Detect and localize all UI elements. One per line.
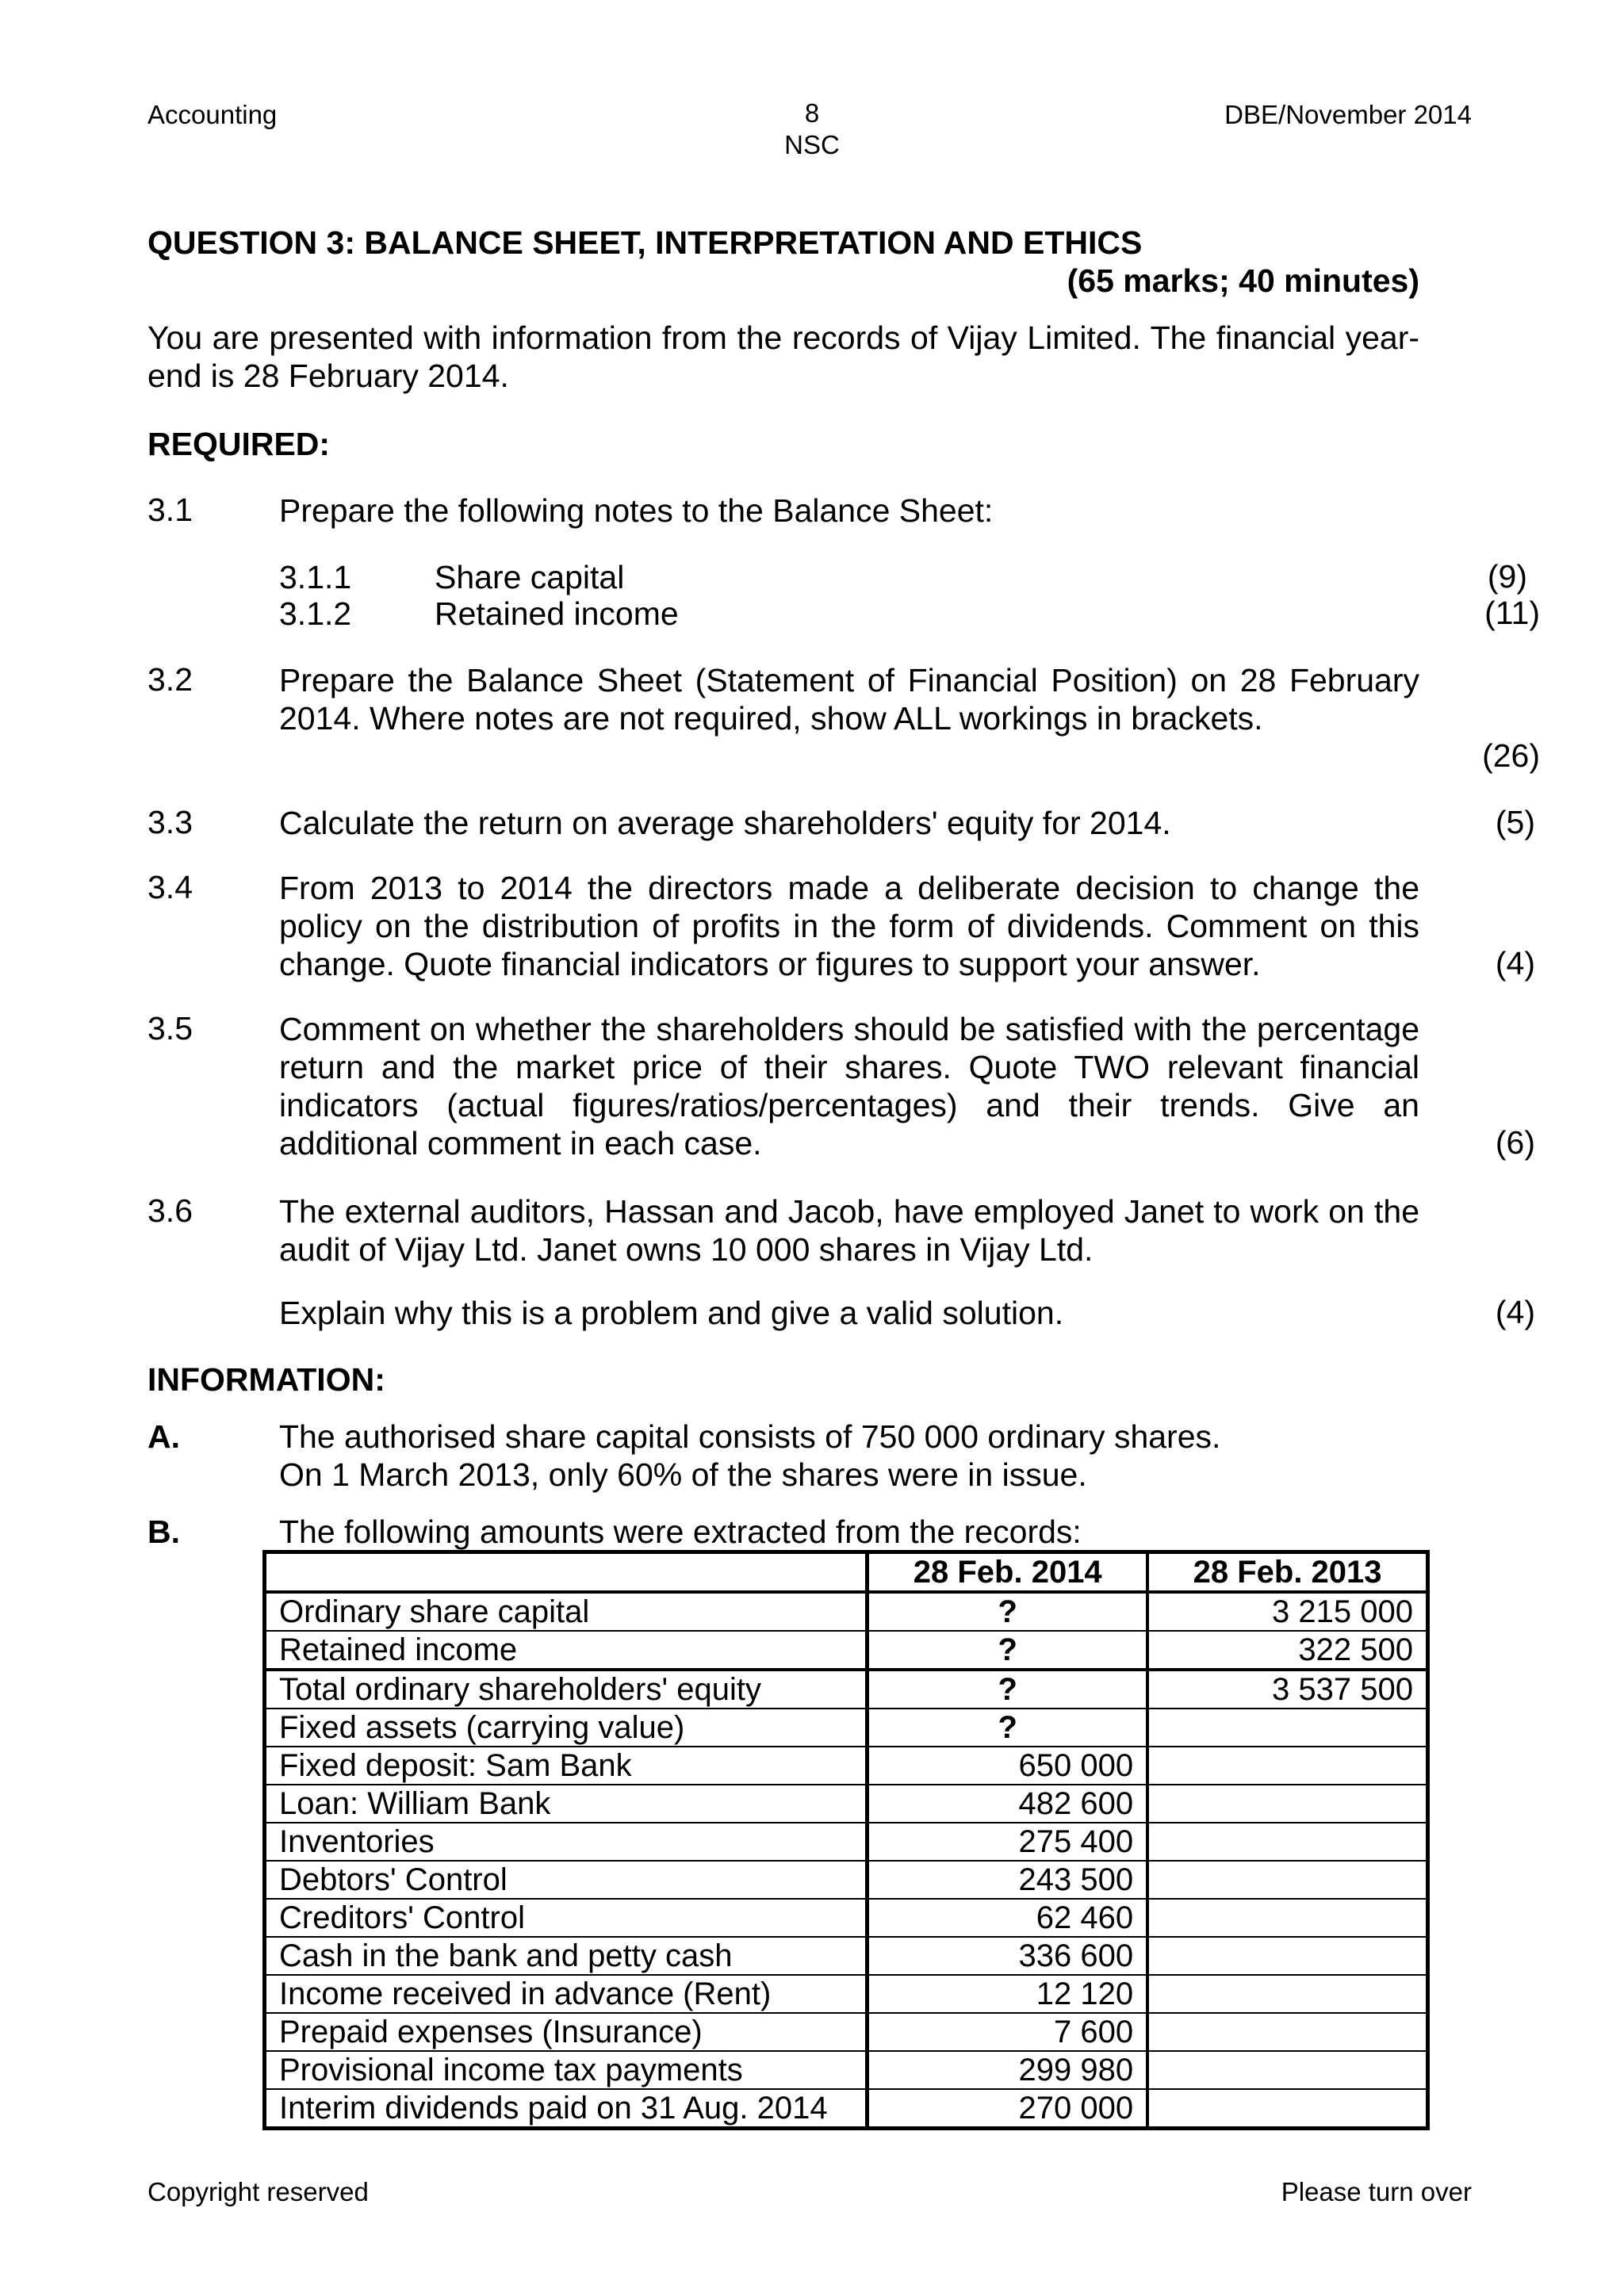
table-row	[265, 1785, 1428, 1823]
row-label: Total ordinary shareholders' equity	[265, 1670, 868, 1709]
value-2013	[1147, 1937, 1427, 1975]
value-2014: 275 400	[868, 1823, 1147, 1861]
row-label: Fixed deposit: Sam Bank	[265, 1747, 868, 1785]
table-header-row	[265, 1552, 1428, 1593]
row-label: Interim dividends paid on 31 Aug. 2014	[265, 2089, 868, 2129]
value-2013: 3 537 500	[1147, 1670, 1427, 1709]
header-subject: Accounting	[147, 100, 278, 129]
item-number: 3.1	[147, 492, 193, 528]
table-row	[265, 2013, 1428, 2051]
item-number: 3.3	[147, 804, 193, 840]
table-header-2013: 28 Feb. 2013	[1147, 1552, 1427, 1593]
table-row	[265, 1861, 1428, 1899]
info-label-a: A.	[147, 1418, 180, 1455]
value-2014: ?	[868, 1670, 1147, 1709]
info-b-text: The following amounts were extracted from the records:	[279, 1513, 1082, 1550]
value-2014: 299 980	[868, 2051, 1147, 2089]
table-header-2014: 28 Feb. 2014	[868, 1552, 1147, 1593]
value-2014: ?	[868, 1631, 1147, 1670]
value-2013	[1147, 1975, 1427, 2013]
value-2014: ?	[868, 1709, 1147, 1747]
question-marks-time: (65 marks; 40 minutes)	[1067, 262, 1419, 299]
value-2013	[1147, 2051, 1427, 2089]
row-label: Loan: William Bank	[265, 1785, 868, 1823]
item-text: Prepare the following notes to the Balance Sheet:	[279, 492, 994, 529]
value-2014: 650 000	[868, 1747, 1147, 1785]
table-header-blank	[265, 1552, 868, 1593]
sub-item-text: Retained income	[435, 595, 679, 632]
item-number: 3.4	[147, 869, 193, 905]
value-2014: 336 600	[868, 1937, 1147, 1975]
question-intro: You are presented with information from the records of Vijay Limited. The financial year-end is 28 February 2014.	[147, 320, 1419, 394]
row-label: Inventories	[265, 1823, 868, 1861]
sub-item-number: 3.1.1	[279, 559, 352, 595]
required-heading: REQUIRED:	[147, 426, 331, 462]
sub-item-number: 3.1.2	[279, 595, 352, 632]
value-2013	[1147, 2013, 1427, 2051]
table-row	[265, 1670, 1428, 1709]
value-2014: 62 460	[868, 1899, 1147, 1937]
row-label: Creditors' Control	[265, 1899, 868, 1937]
value-2013	[1147, 2089, 1427, 2129]
value-2013: 3 215 000	[1147, 1592, 1427, 1631]
table-row	[265, 1631, 1428, 1670]
header-source: DBE/November 2014	[1224, 100, 1472, 129]
item-mark: (26)	[1482, 737, 1540, 774]
row-label: Retained income	[265, 1631, 868, 1670]
footer-copyright: Copyright reserved	[147, 2177, 369, 2206]
item-text: Comment on whether the shareholders should be satisfied with the percentage return and the market price of their shares. Quote TWO relevant financial indicators (actual figures/ratios/percentages) and their trends. Give an additional comment in each case.	[279, 1011, 1419, 1161]
item-text: Prepare the Balance Sheet (Statement of Financial Position) on 28 February 2014. Where notes are not required, show ALL workings in brackets.	[279, 662, 1419, 737]
value-2014: 7 600	[868, 2013, 1147, 2051]
table-row	[265, 1709, 1428, 1747]
item-mark: (4)	[1495, 945, 1535, 982]
header-level: NSC	[784, 130, 840, 159]
sub-item-mark: (11)	[1484, 595, 1540, 631]
item-text: Calculate the return on average shareholders' equity for 2014.	[279, 805, 1171, 841]
value-2014: 482 600	[868, 1785, 1147, 1823]
records-table	[262, 1550, 1430, 2130]
table-row	[265, 1937, 1428, 1975]
value-2013	[1147, 1861, 1427, 1899]
info-a-line2: On 1 March 2013, only 60% of the shares were in issue.	[279, 1456, 1087, 1493]
information-heading: INFORMATION:	[147, 1361, 385, 1398]
row-label: Provisional income tax payments	[265, 2051, 868, 2089]
question-title: QUESTION 3: BALANCE SHEET, INTERPRETATION AND ETHICS	[147, 224, 1143, 261]
item-text: Explain why this is a problem and give a valid solution.	[279, 1295, 1064, 1331]
sub-item-mark: (9)	[1487, 558, 1527, 595]
item-number: 3.6	[147, 1192, 193, 1229]
item-number: 3.2	[147, 661, 193, 698]
row-label: Cash in the bank and petty cash	[265, 1937, 868, 1975]
row-label: Income received in advance (Rent)	[265, 1975, 868, 2013]
item-text: The external auditors, Hassan and Jacob, have employed Janet to work on the audit of Vijay Ltd. Janet owns 10 000 shares in Vijay Ltd.	[279, 1193, 1419, 1268]
value-2013	[1147, 1785, 1427, 1823]
header-page-number: 8	[804, 98, 820, 128]
sub-item-text: Share capital	[435, 559, 625, 595]
item-text: From 2013 to 2014 the directors made a deliberate decision to change the policy on the distribution of profits in the form of dividends. Comment on this change. Quote financial indicators or figures to support your answer.	[279, 870, 1419, 982]
table-row	[265, 1747, 1428, 1785]
row-label: Debtors' Control	[265, 1861, 868, 1899]
value-2013	[1147, 1899, 1427, 1937]
item-mark: (5)	[1495, 804, 1535, 840]
table-row	[265, 2089, 1428, 2129]
value-2014: 270 000	[868, 2089, 1147, 2129]
value-2013	[1147, 1823, 1427, 1861]
value-2014: 243 500	[868, 1861, 1147, 1899]
info-a-line1: The authorised share capital consists of 750 000 ordinary shares.	[279, 1418, 1221, 1455]
table-row	[265, 1899, 1428, 1937]
value-2013	[1147, 1709, 1427, 1747]
row-label: Fixed assets (carrying value)	[265, 1709, 868, 1747]
item-mark: (4)	[1495, 1294, 1535, 1330]
table-row	[265, 2051, 1428, 2089]
footer-turn-over: Please turn over	[1281, 2177, 1472, 2206]
info-label-b: B.	[147, 1513, 180, 1550]
table-row	[265, 1975, 1428, 2013]
value-2014: ?	[868, 1592, 1147, 1631]
value-2013: 322 500	[1147, 1631, 1427, 1670]
item-mark: (6)	[1495, 1124, 1535, 1161]
row-label: Ordinary share capital	[265, 1592, 868, 1631]
row-label: Prepaid expenses (Insurance)	[265, 2013, 868, 2051]
table-row	[265, 1592, 1428, 1631]
item-number: 3.5	[147, 1010, 193, 1047]
value-2013	[1147, 1747, 1427, 1785]
value-2014: 12 120	[868, 1975, 1147, 2013]
table-row	[265, 1823, 1428, 1861]
